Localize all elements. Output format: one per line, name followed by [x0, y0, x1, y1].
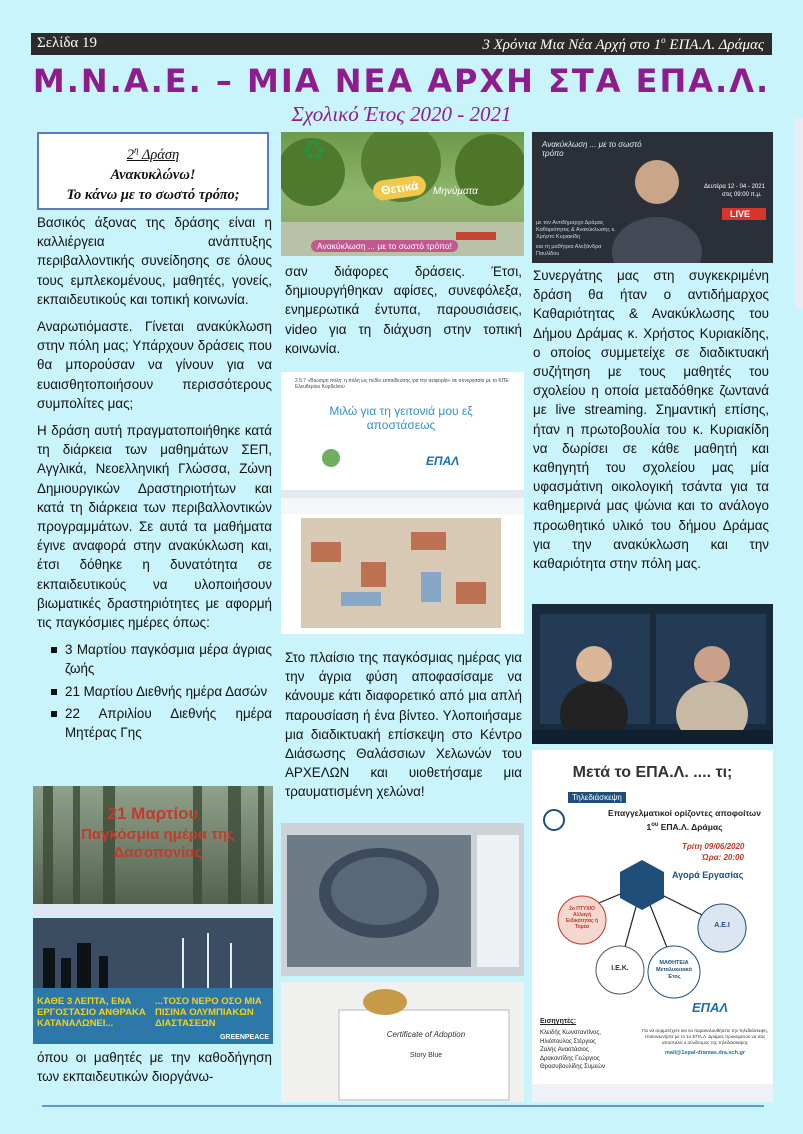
stream-time: στις 09:00 π.μ. — [722, 192, 762, 198]
speaker: Δρακοντίδης Γεώργιος — [540, 1055, 600, 1062]
bottom-divider — [42, 1105, 764, 1107]
slide-heading: Μιλώ για τη γειτονιά μου εξ αποστάσεως — [329, 404, 473, 432]
poster-text-2: ...ΤΟΣΟ ΝΕΡΟ ΟΣΟ ΜΙΑ ΠΙΣΙΝΑ ΟΛΥΜΠΙΑΚΩΝ ΔΙΑΣΤΑΣΕΩΝ — [155, 996, 262, 1029]
newsletter-title: 3 Χρόνια Μια Νέα Αρχή στο $1^o$ ΕΠΑ.Λ. Δράμας — [482, 35, 764, 53]
paragraph: Στο πλαίσιο της παγκόσμιας ημέρας για την άγρια φύση αποφασίσαμε να κάνουμε κάτι διαφορετικό από μια απλή παρουσίαση ή ένα βίντεο. Υλοποιήσαμε μια διαδικτυακή επίσκεψη στο Κέντρο Διάσωσης Θαλάσσιων Χελωνών του ΑΡΧΕΛΩΝ και υιοθετήσαμε μια τραυματισμένη χελώνα! — [285, 650, 522, 800]
paragraph: όπου οι μαθητές με την καθοδήγηση των εκπαιδευτικών διοργάνω- — [37, 1050, 272, 1085]
poster-node-1: 2ο ΠΤΥΧΙΟ Αλλαγή Ειδικότητας ή Τομέα — [565, 906, 599, 930]
paragraph: Βασικός άξονας της δράσης είναι η καλλιέργεια ανάπτυξης περιβαλλοντικής συνείδησης σε όλους τους εμπλεκομένους, μαθητές, γονείς, εκπαιδευτικούς και τοπική κοινωνία. — [37, 215, 272, 307]
stream-guest-1: με τον Αντιδήμαρχο Δράμας Καθαριότητας & Ανακύκλωσης κ. Χρήστο Κυριακίδη — [536, 220, 616, 240]
poster-logo: ΕΠΑΛ — [692, 1000, 729, 1015]
page-subtitle: Σχολικό Έτος 2020 - 2021 — [291, 102, 512, 126]
forest-subtitle: Παγκόσμια ημέρα της Δασοπονίας — [81, 826, 235, 861]
poster-date: Τρίτη 09/06/2020 — [682, 842, 745, 851]
speaker: Ηλιόπουλος Στέργιος — [540, 1038, 596, 1045]
live-stream-photo — [532, 132, 773, 263]
slide-screenshot — [281, 372, 524, 634]
action-box — [37, 132, 269, 210]
turtle-video-call — [281, 823, 524, 976]
park-photo — [281, 132, 524, 256]
list-item: 22 Απριλίου Διεθνής ημέρα Μητέρας Γης — [53, 704, 272, 742]
forest-title: 21 Μαρτίου — [107, 804, 199, 823]
poster-footer-logos — [532, 1084, 773, 1102]
page-title: Μ.Ν.Α.Ε. – ΜΙΑ ΝΕΑ ΑΡΧΗ ΣΤΑ ΕΠΑ.Λ. — [32, 62, 771, 100]
poster-school: $1^{o\upsilon}$ ΕΠΑ.Λ. Δράμας — [646, 822, 723, 832]
column-2-mid — [285, 648, 522, 810]
certificate-photo — [281, 982, 524, 1102]
certificate-title: Certificate of Adoption — [386, 1030, 466, 1039]
poster-subtitle: Επαγγελματικοί ορίζοντες αποφοίτων — [608, 808, 761, 818]
column-1-end — [37, 1048, 272, 1094]
event-poster — [532, 750, 773, 1102]
certificate-art — [281, 982, 524, 1102]
page-header — [31, 33, 772, 55]
list-item: 3 Μαρτίου παγκόσμια μέρα άγριας ζωής — [53, 640, 272, 678]
paragraph: Η δράση αυτή πραγματοποιήθηκε κατά τη διάρκεια των μαθημάτων ΣΕΠ, Αγγλικά, Νεοελληνική Γλώσσα, Ζώνη Δημιουργικών Δραστηριοτήτων και κατά τη διάρκεια των περιβαλλοντικών προγραμμάτων. Σε αυτά τα μαθήματα έγινε αναφορά στην ανακύκλωση και, έτσι δόθηκε η δυνατότητα σε εκπαιδευτικούς να υλοποιήσουν βιωματικές δραστηριότητες με αφορμή τις παγκόσμιες ημέρες όπως: — [37, 423, 272, 631]
speakers-list — [540, 1029, 605, 1072]
column-3 — [533, 266, 769, 581]
poster-text-1: ΚΑΘΕ 3 ΛΕΠΤΑ, ΕΝΑ ΕΡΓΟΣΤΑΣΙΟ ΑΝΘΡΑΚΑ ΚΑΤΑΝΑΛΩΝΕΙ... — [37, 996, 146, 1029]
poster-node-3: Ι.Ε.Κ. — [611, 965, 629, 972]
turtle-scene — [281, 823, 524, 976]
action-line1: Ανακυκλώνω! — [110, 166, 196, 183]
poster-node-2: Α.Ε.Ι — [714, 922, 730, 929]
column-1 — [37, 213, 272, 745]
stream-title: Ανακύκλωση ... με το σωστό τρόπο — [542, 140, 642, 158]
interview-art — [532, 604, 773, 744]
poster-email: mail@1epal-dramas.dra.sch.gr — [665, 1050, 745, 1056]
stream-guest-2: και τη μαθήτρια Αλεξάνδρα Παυλίδου — [536, 244, 602, 257]
poster-time: Ώρα: 20:00 — [702, 853, 744, 862]
stream-date: Δευτέρα 12 - 04 - 2021 — [704, 184, 765, 190]
poster-market: Αγορά Εργασίας — [672, 870, 744, 880]
paragraph: σαν διάφορες δράσεις. Έτσι, δημιουργήθηκαν αφίσες, συνεφόλεξα, ενημερωτικά έντυπα, παρουσιάσεις, video για τη διάχυση στην τοπική κοινωνία. — [285, 264, 522, 356]
bullet-list — [37, 640, 272, 742]
speaker: Ζαλής Αναστάσιος — [540, 1047, 589, 1053]
badge-messages: Μηνύματα — [433, 186, 478, 197]
paragraph: Συνεργάτης μας στη συγκεκριμένη δράση θα ήταν ο αντιδήμαρχος Καθαριότητας & Ανακύκλωσης του Δήμου Δράμας κ. Χρήστος Κυριακίδης, ο οποίος συμμετείχε σε διαδικτυακή συζήτηση με τους μαθητές του σχολείου η οποία μεταδόθηκε ζωντανά με live streaming. Σημαντική επίσης, ήταν η πρωτοβουλία του κ. Κυριακίδη να δωρίσει σε κάθε μαθητή και καθηγητή του σχολείου μας μία υφασμάτινη οικολογική τσάντα για τα καθημερινά μας ψώνια και το ανάλογο προωθητικό υλικό του δήμου Δράμας για την ανακύκλωση και την καθαριότητα στην πόλη μας. — [533, 268, 769, 572]
action-heading: $2^\eta$ Δράση — [126, 145, 180, 163]
park-caption: Ανακύκλωση ... με το σωστό τρόπο! — [311, 240, 458, 252]
poster-node-4: ΜΑΘΗΤΕΙΑ Μεταλυκειακό Έτος — [656, 960, 692, 980]
poster-tag: Τηλεδιάσκεψη — [568, 792, 626, 803]
slide-top-text: 2.5.7 «Βιώσιμη πόλη: η πόλη ως πεδίο εκπαίδευσης για την αειφορία» σε συνεργασία με το ΚΠΕ Ελευθερίου Κορδελιού — [295, 378, 509, 390]
speakers-label: Εισηγητές: — [540, 1018, 577, 1025]
interview-photo — [532, 604, 773, 744]
svg-text:♻: ♻ — [301, 134, 327, 167]
greenpeace-logo: GREENPEACE — [219, 1034, 269, 1041]
speaker: Θρασυβουλίδης Συμεών — [540, 1064, 605, 1070]
badge-positive: Θετικά — [372, 174, 428, 201]
certificate-name: Story Blue — [409, 1052, 443, 1059]
list-item: 21 Μαρτίου Διεθνής ημέρα Δασών — [53, 682, 272, 701]
poster-title: Μετά το ΕΠΑ.Λ. .... τι; — [572, 764, 733, 781]
slide-logo: ΕΠΑΛ — [426, 454, 460, 468]
greenpeace-poster — [33, 918, 273, 1044]
side-tab — [795, 118, 803, 308]
page-number: Σελίδα 19 — [37, 35, 98, 51]
poster-info: Για να συμμετέχετε και να παρακολουθήσετε την τηλεδιάσκεψη, επικοινωνήστε με το 1ο ΕΠΑ.Λ. Δράμας προκειμένου να σας αποσταλεί ο σύνδεσμος της τηλεδιάσκεψης — [642, 1028, 768, 1045]
column-2-top — [285, 262, 522, 366]
forest-image — [33, 786, 273, 916]
paragraph: Αναρωτιόμαστε. Γίνεται ανακύκλωση στην πόλη μας; Υπάρχουν δράσεις που θα μπορούσαν να γίνουν για να ευαισθητοποιήσουν περισσότερους συμπολίτες μας; — [37, 319, 272, 411]
action-line2: Το κάνω με το σωστό τρόπο; — [66, 186, 240, 203]
speaker: Κλειδής Κωνσταντίνος, — [540, 1030, 601, 1036]
live-badge: LIVE — [730, 209, 751, 219]
